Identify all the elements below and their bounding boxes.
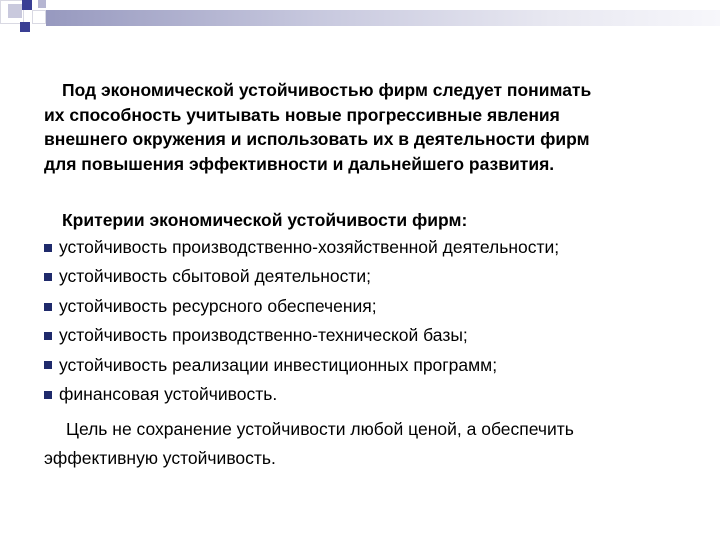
list-item <box>44 380 559 409</box>
definition-line-4: для повышения эффективности и дальнейшего развития. <box>44 153 555 174</box>
decorative-square-lavender <box>8 4 22 18</box>
definition-line-2: их способность учитывать новые прогрессивные явления <box>44 104 560 125</box>
list-item-text: устойчивость реализации инвестиционных программ; <box>59 354 498 375</box>
square-bullet-icon <box>44 332 52 340</box>
list-item <box>44 351 559 380</box>
square-bullet-icon <box>44 391 52 399</box>
goal-paragraph <box>44 415 574 473</box>
criteria-list <box>44 233 559 409</box>
criteria-title: Критерии экономической устойчивости фирм: <box>62 210 468 230</box>
square-bullet-icon <box>44 244 52 252</box>
decorative-square-blue-2 <box>20 22 30 32</box>
list-item <box>44 262 559 291</box>
list-item-text: устойчивость производственно-хозяйственной деятельности; <box>59 237 560 257</box>
goal-line-1: Цель не сохранение устойчивости любой ценой, а обеспечить <box>66 419 574 439</box>
decorative-square-lavender-small <box>38 0 46 8</box>
decorative-square-white-2 <box>32 10 46 24</box>
list-item <box>44 233 559 262</box>
definition-line-1: Под экономической устойчивостью фирм следует понимать <box>62 80 592 100</box>
slide-content <box>44 78 684 468</box>
list-item <box>44 292 559 321</box>
square-bullet-icon <box>44 303 52 311</box>
list-item-text: финансовая устойчивость. <box>59 384 278 405</box>
definition-line-3: внешнего окружения и использовать их в деятельности фирм <box>44 129 590 149</box>
square-bullet-icon <box>44 361 52 369</box>
square-bullet-icon <box>44 273 52 281</box>
header-gradient-bar <box>46 10 720 26</box>
decorative-square-blue <box>22 0 32 10</box>
goal-line-2: эффективную устойчивость. <box>44 448 276 468</box>
definition-paragraph <box>44 78 684 176</box>
list-item-text: устойчивость ресурсного обеспечения; <box>59 295 377 316</box>
list-item-text: устойчивость производственно-технической базы; <box>59 325 468 346</box>
list-item-text: устойчивость сбытовой деятельности; <box>59 266 371 287</box>
list-item <box>44 321 559 350</box>
